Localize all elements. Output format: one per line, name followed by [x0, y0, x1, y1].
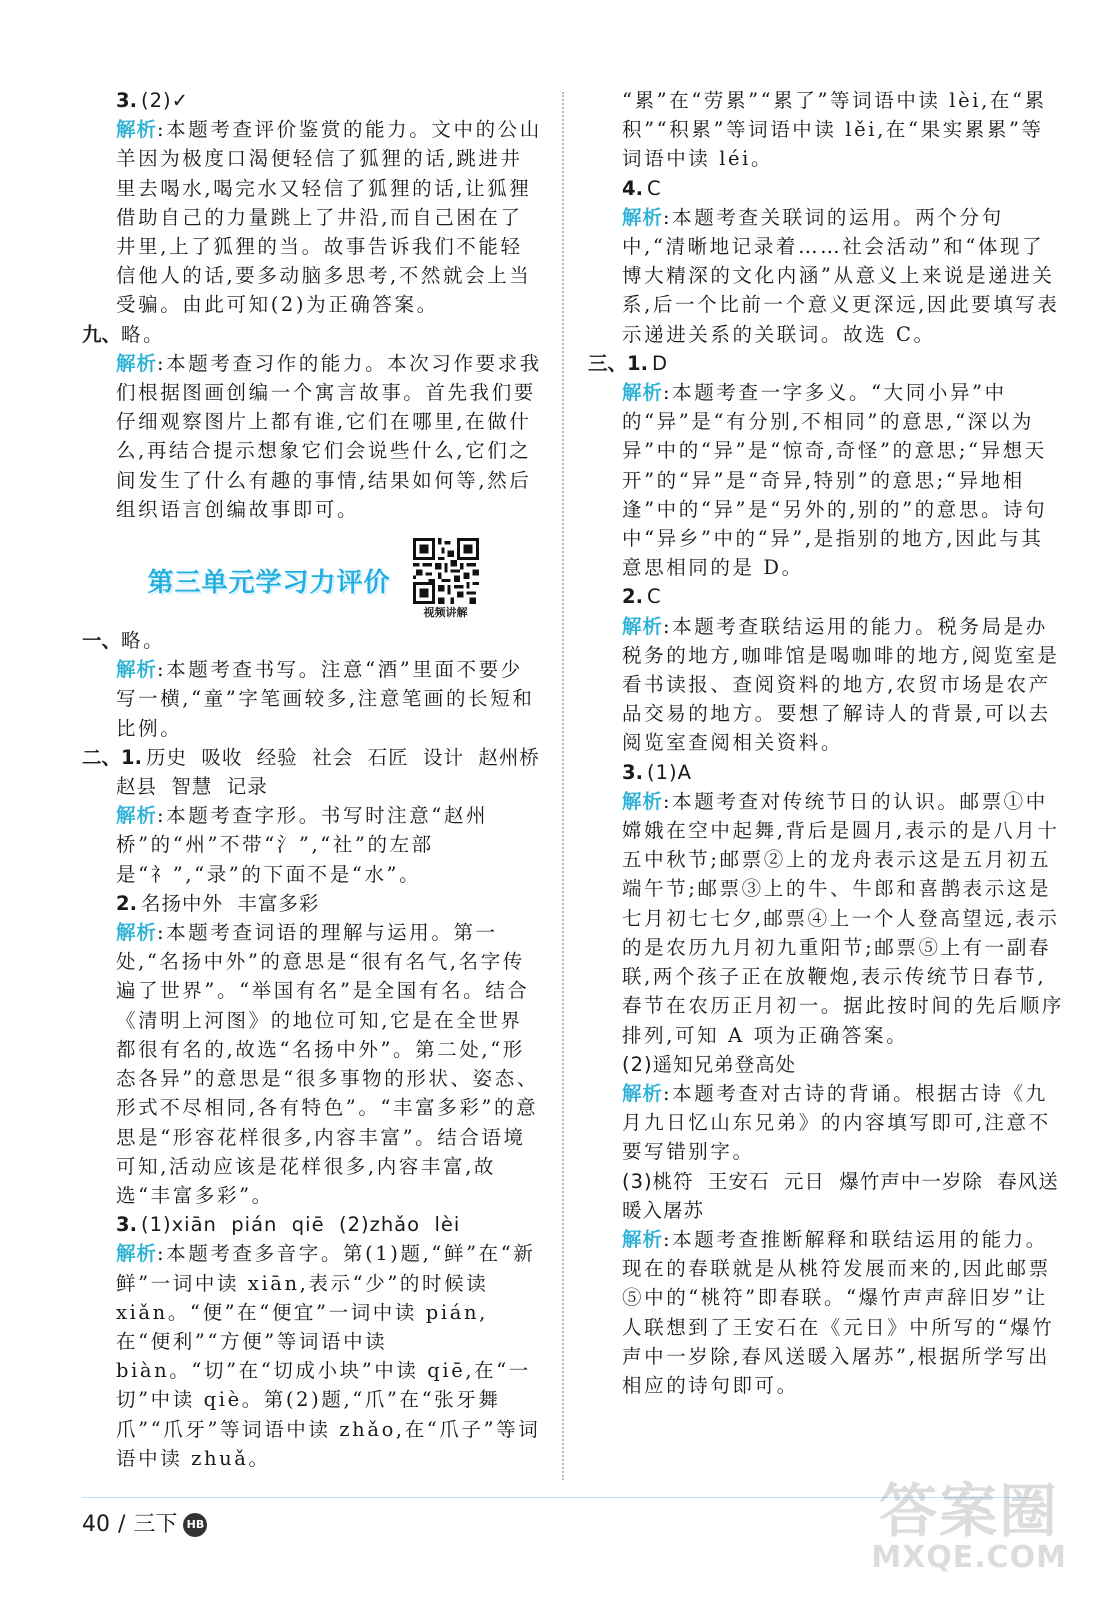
- analysis-label: 解析: [116, 804, 158, 828]
- watermark: [871, 1477, 1067, 1575]
- analysis-paragraph: 解析:本题考查习作的能力。本次习作要求我们根据图画创编一个寓言故事。首先我们要仔细观察图片上都有谁,它们在哪里,在做什么,再结合提示想象它们会说些什么,它们之间发生了什么有趣的事情,结果如何等,然后组织语言创编故事即可。: [116, 351, 542, 521]
- edition-badge-icon: HB: [183, 1513, 207, 1537]
- answer-line: 3. (1)xiān pián qiē (2)zhǎo lèi: [116, 1213, 461, 1237]
- analysis-paragraph: 解析:本题考查对古诗的背诵。根据古诗《九月九日忆山东兄弟》的内容填写即可,注意不要写错别字。: [622, 1081, 1051, 1164]
- analysis-label: 解析: [116, 118, 158, 142]
- analysis-label: 解析: [116, 921, 158, 945]
- analysis-paragraph: 解析:本题考查词语的理解与运用。第一处,“名扬中外”的意思是“很有名气,名字传遍了世界”。“举国有名”是全国有名。结合《清明上河图》的地位可知,它是在全世界都很有名的,故选“名扬中外”。第二处,“形态各异”的意思是“很多事物的形状、姿态、形式不尽相同,各有特色”。“丰富多彩”的意思是“形容花样很多,内容丰富”。结合语境可知,活动应该是花样很多,内容丰富,故选“丰富多彩”。: [116, 921, 539, 1207]
- qr-code-block[interactable]: [413, 538, 479, 620]
- analysis-label: 解析: [116, 658, 158, 682]
- analysis-paragraph: 解析:本题考查关联词的运用。两个分句中,“清晰地记录着……社会活动”和“体现了博大精深的文化内涵”从意义上来说是递进关系,后一个比前一个意义更深远,因此要填写表示递进关系的关联词。故选 C。: [622, 205, 1060, 346]
- right-column: [588, 86, 1064, 1400]
- answer-line: (2)遥知兄弟登高处: [622, 1052, 797, 1076]
- answer-line: 一、略。: [82, 629, 166, 653]
- watermark-logo: 答案圈: [879, 1477, 1060, 1545]
- page-footer: [82, 1511, 207, 1539]
- answer-line: (3)桃符 王安石 元日 爆竹声中一岁除 春风送暖入屠苏: [622, 1169, 1059, 1222]
- unit-title: 第三单元学习力评价: [147, 567, 391, 598]
- watermark-url: MXQE.COM: [871, 1540, 1067, 1575]
- answer-line: 3. (2)✓: [116, 89, 189, 112]
- analysis-label: 解析: [622, 1081, 664, 1105]
- answer-line: 4. C: [622, 176, 662, 200]
- analysis-paragraph: 解析:本题考查评价鉴赏的能力。文中的公山羊因为极度口渴便轻信了狐狸的话,跳进井里去喝水,喝完水又轻信了狐狸的话,让狐狸借助自己的力量跳上了井沿,而自己困在了井里,上了狐狸的当。故事告诉我们不能轻信他人的话,要多动脑多思考,不然就会上当受骗。由此可知(2)为正确答案。: [116, 118, 542, 317]
- grade-label: 三下: [133, 1512, 178, 1537]
- analysis-label: 解析: [622, 1227, 664, 1251]
- analysis-label: 解析: [622, 614, 664, 638]
- analysis-label: 解析: [116, 1242, 158, 1266]
- answer-line: 三、1. D: [588, 351, 669, 375]
- analysis-label: 解析: [622, 381, 664, 405]
- analysis-paragraph: 解析:本题考查推断解释和联结运用的能力。现在的春联就是从桃符发展而来的,因此邮票⑤中的“桃符”即春联。“爆竹声声辞旧岁”让人联想到了王安石在《元日》中所写的“爆竹声中一岁除,春风送暖入屠苏”,根据所学写出相应的诗句即可。: [622, 1227, 1055, 1397]
- qr-caption: 视频讲解: [423, 606, 468, 620]
- answer-line: 九、略。: [82, 322, 166, 346]
- answer-line: 二、1. 历史 吸收 经验 社会 石匠 设计 赵州桥 赵县 智慧 记录: [82, 745, 555, 799]
- analysis-label: 解析: [116, 351, 158, 375]
- unit-header: [82, 528, 544, 620]
- analysis-paragraph: 解析:本题考查对传统节日的认识。邮票①中嫦娥在空中起舞,背后是圆月,表示的是八月十五中秋节;邮票②上的龙舟表示这是五月初五端午节;邮票③上的牛、牛郎和喜鹊表示这是七月初七七夕,邮票④上一个人登高望远,表示的是农历九月初九重阳节;邮票⑤上有一副春联,两个孩子正在放鞭炮,表示传统节日春节,春节在农历正月初一。据此按时间的先后顺序排列,可知 A 项为正确答案。: [622, 789, 1065, 1047]
- footer-separator: /: [118, 1512, 126, 1537]
- analysis-paragraph: 解析:本题考查联结运用的能力。税务局是办税务的地方,咖啡馆是喝咖啡的地方,阅览室是看书读报、查阅资料的地方,农贸市场是农产品交易的地方。要想了解诗人的背景,可以去阅览室查阅相关资料。: [622, 614, 1060, 755]
- answer-line: 3. (1)A: [622, 760, 692, 784]
- analysis-paragraph: 解析:本题考查书写。注意“酒”里面不要少写一横,“童”字笔画较多,注意笔画的长短和比例。: [116, 658, 535, 740]
- analysis-continuation: “累”在“劳累”“累了”等词语中读 lèi,在“累积”“积累”等词语中读 lěi,在“果实累累”等词语中读 léi。: [622, 89, 1047, 171]
- qr-code-icon[interactable]: [413, 538, 479, 604]
- page-number: 40: [82, 1512, 110, 1537]
- analysis-label: 解析: [622, 205, 664, 229]
- analysis-paragraph: 解析:本题考查一字多义。“大同小异”中的“异”是“有分别,不相同”的意思,“深以为异”中的“异”是“惊奇,奇怪”的意思;“异想天开”的“异”是“奇异,特别”的意思;“异地相逢”中的“异”是“另外的,别的”的意思。诗句中“异乡”中的“异”,是指别的地方,因此与其意思相同的是 D。: [622, 381, 1048, 580]
- answer-line: 2. C: [622, 585, 662, 609]
- left-column: [82, 86, 555, 1473]
- analysis-label: 解析: [622, 789, 664, 813]
- column-divider: [562, 92, 564, 1480]
- analysis-paragraph: 解析:本题考查多音字。第(1)题,“鲜”在“新鲜”一词中读 xiān,表示“少”的时候读 xiǎn。“便”在“便宜”一词中读 pián,在“便利”“方便”等词语中读 biàn。“切”在“切成小块”中读 qiē,在“一切”中读 qiè。第(2)题,“爪”在“张牙舞爪”“爪牙”等词语中读 zhǎo,在“爪子”等词语中读 zhuǎ。: [116, 1242, 541, 1470]
- analysis-paragraph: 解析:本题考查字形。书写时注意“赵州桥”的“州”不带“氵”,“社”的左部是“礻”,“录”的下面不是“水”。: [116, 804, 489, 886]
- answer-line: 2. 名扬中外 丰富多彩: [116, 891, 320, 915]
